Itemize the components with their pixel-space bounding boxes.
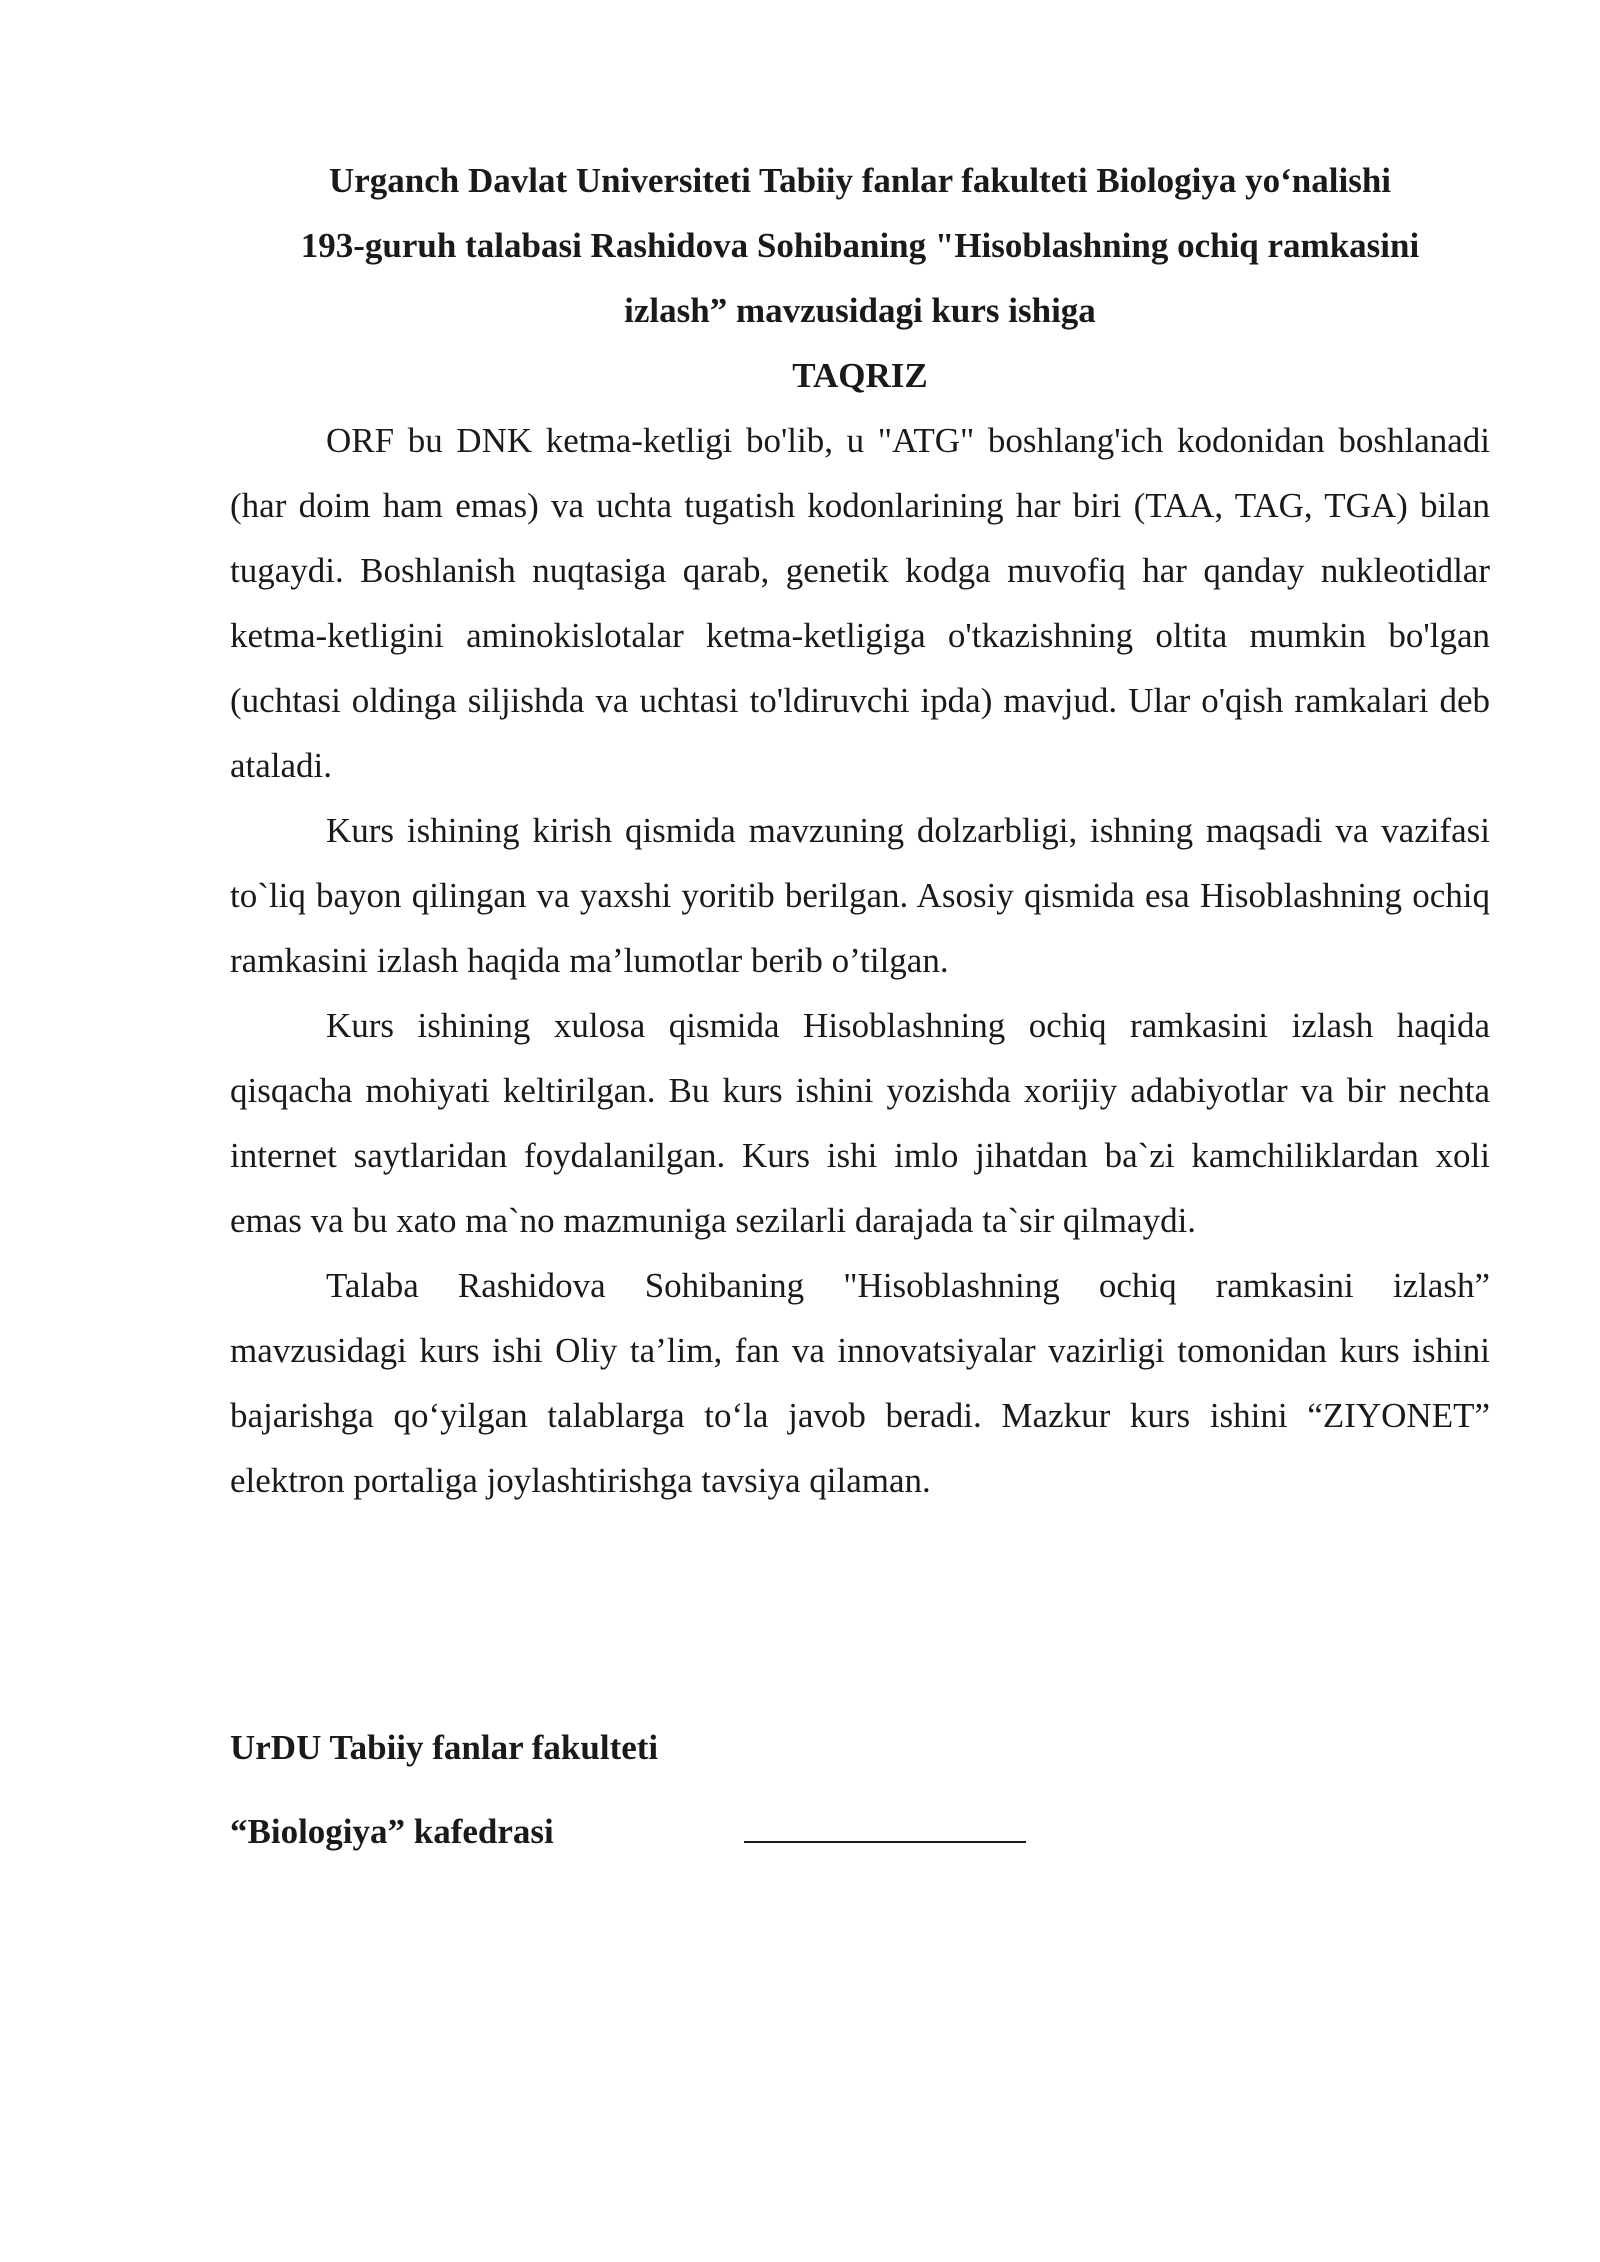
paragraph-2: Kurs ishining kirish qismida mavzuning dolzarbligi, ishning maqsadi va vazifasi to`liq bayon qilingan va yaxshi yoritib berilgan. Asosiy qismida esa Hisoblashning ochiq ramkasini izlash haqida ma’lumotlar berib o’tilgan. (230, 811, 1490, 980)
header-line-1: Urganch Davlat Universiteti Tabiiy fanlar fakulteti Biologiya yo‘nalishi (328, 161, 1392, 200)
signature-department-row (230, 1790, 1230, 1874)
signature-block (230, 1706, 1230, 1874)
paragraph-3: Kurs ishining xulosa qismida Hisoblashning ochiq ramkasini izlash haqida qisqacha mohiyati keltirilgan. Bu kurs ishini yozishda xorijiy adabiyotlar va bir nechta internet saytlaridan foydalanilgan. Kurs ishi imlo jihatdan ba`zi kamchiliklardan xoli emas va bu xato ma`no mazmuniga sezilarli darajada ta`sir qilmaydi. (230, 1006, 1490, 1240)
paragraph-4: Talaba Rashidova Sohibaning "Hisoblashning ochiq ramkasini izlash” mavzusidagi kurs ishi Oliy ta’lim, fan va innovatsiyalar vazirligi tomonidan kurs ishini bajarishga qo‘yilgan talablarga to‘la javob beradi. Mazkur kurs ishini “ZIYONET” elektron portaliga joylashtirishga tavsiya qilaman. (230, 1266, 1490, 1500)
signature-department: “Biologiya” kafedrasi (230, 1812, 554, 1851)
signature-blank-line (744, 1813, 1026, 1843)
header-line-2: 193-guruh talabasi Rashidova Sohibaning "Hisoblashning ochiq ramkasini (300, 226, 1420, 265)
header-line-3: izlash” mavzusidagi kurs ishiga (624, 291, 1096, 330)
document-header (230, 148, 1490, 343)
document-body (230, 148, 1490, 1513)
document-title: TAQRIZ (792, 356, 928, 395)
signature-faculty: UrDU Tabiiy fanlar fakulteti (230, 1728, 659, 1767)
paragraph-1: ORF bu DNK ketma-ketligi bo'lib, u "ATG" boshlang'ich kodonidan boshlanadi (har doim ham emas) va uchta tugatish kodonlarining har biri (TAA, TAG, TGA) bilan tugaydi. Boshlanish nuqtasiga qarab, genetik kodga muvofiq har qanday nukleotidlar ketma-ketligini aminokislotalar ketma-ketligiga o'tkazishning oltita mumkin bo'lgan (uchtasi oldinga siljishda va uchtasi to'ldiruvchi ipda) mavjud. Ular o'qish ramkalari deb ataladi. (230, 421, 1490, 785)
